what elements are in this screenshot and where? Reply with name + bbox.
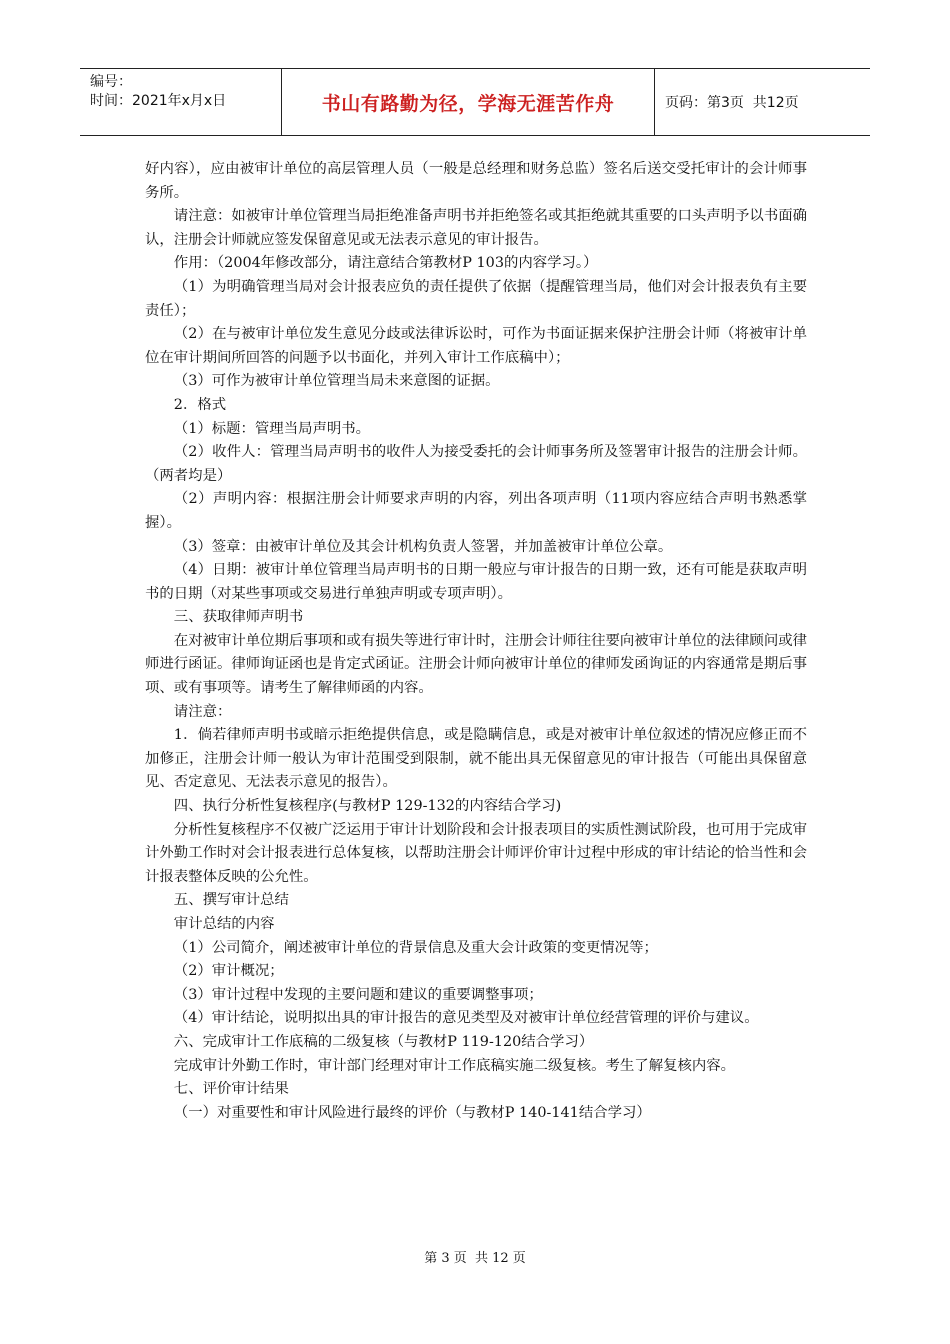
paragraph: （1）为明确管理当局对会计报表应负的责任提供了依据（提醒管理当局，他们对会计报表负有主要责任）；	[145, 278, 807, 319]
paragraph: 完成审计外勤工作时，审计部门经理对审计工作底稿实施二级复核。考生了解复核内容。	[173, 1057, 736, 1074]
paragraph: 请注意：如被审计单位管理当局拒绝准备声明书并拒绝签名或其拒绝就其重要的口头声明予以书面确认，注册会计师就应签发保留意见或无法表示意见的审计报告。	[145, 208, 807, 248]
section-heading: 三、获取律师声明书	[173, 609, 304, 626]
paragraph: 审计总结的内容	[173, 916, 275, 932]
document-body	[145, 158, 807, 1125]
paragraph: （3）可作为被审计单位管理当局未来意图的证据。	[173, 373, 500, 390]
header-meta	[80, 69, 282, 135]
paragraph: （2）审计概况；	[173, 963, 284, 980]
paragraph: 1．倘若律师声明书或暗示拒绝提供信息，或是隐瞒信息，或是对被审计单位叙述的情况应修正而不加修正，注册会计师一般认为审计范围受到限制，就不能出具无保留意见的审计报告（可能出具保留意见、否定意见、无法表示意见的报告）。	[145, 727, 807, 791]
page-footer: 第 3 页 共 12 页	[424, 1251, 526, 1266]
document-date: 时间：2021年x月x日	[90, 93, 227, 109]
paragraph: （3）审计过程中发现的主要问题和建议的重要调整事项；	[173, 986, 543, 1003]
paragraph: （4）日期：被审计单位管理当局声明书的日期一般应与审计报告的日期一致，还有可能是获取声明书的日期（对某些事项或交易进行单独声明或专项声明）。	[145, 562, 807, 602]
paragraph: 作用：（2004年修改部分，请注意结合第教材P 103的内容学习。）	[173, 255, 598, 272]
section-heading: 四、执行分析性复核程序(与教材P 129-132的内容结合学习)	[173, 798, 562, 815]
paragraph: 分析性复核程序不仅被广泛运用于审计计划阶段和会计报表项目的实质性测试阶段，也可用于完成审计外勤工作时对会计报表进行总体复核，以帮助注册会计师评价审计过程中形成的审计结论的恰当性和会计报表整体反映的公允性。	[145, 821, 807, 885]
paragraph: （2）收件人：管理当局声明书的收件人为接受委托的会计师事务所及签署审计报告的注册会计师。（两者均是）	[145, 444, 807, 484]
page-header	[80, 68, 870, 136]
document-number-label: 编号：	[90, 74, 132, 90]
paragraph: （4）审计结论，说明拟出具的审计报告的意见类型及对被审计单位经营管理的评价与建议。	[173, 1010, 759, 1027]
paragraph: 好内容），应由被审计单位的高层管理人员（一般是总经理和财务总监）签名后送交受托审计的会计师事务所。	[145, 161, 807, 201]
section-heading: 六、完成审计工作底稿的二级复核（与教材P 119-120结合学习）	[173, 1033, 594, 1050]
section-heading: 七、评价审计结果	[173, 1081, 289, 1098]
paragraph: （一）对重要性和审计风险进行最终的评价（与教材P 140-141结合学习）	[173, 1104, 651, 1121]
paragraph: （3）签章：由被审计单位及其会计机构负责人签署，并加盖被审计单位公章。	[173, 538, 673, 555]
paragraph: （2）在与被审计单位发生意见分歧或法律诉讼时，可作为书面证据来保护注册会计师（将被审计单位在审计期间所回答的问题予以书面化，并列入审计工作底稿中）；	[145, 326, 807, 366]
paragraph: （1）公司简介，阐述被审计单位的背景信息及重大会计政策的变更情况等；	[173, 939, 658, 956]
section-heading: 五、撰写审计总结	[173, 892, 289, 909]
header-motto: 书山有路勤为径，学海无涯苦作舟	[282, 69, 655, 135]
section-heading: 2．格式	[173, 396, 227, 413]
header-page-info: 页码：第3页 共12页	[665, 95, 799, 111]
paragraph: （2）声明内容：根据注册会计师要求声明的内容，列出各项声明（11项内容应结合声明书熟悉掌握）。	[145, 491, 807, 531]
paragraph: 在对被审计单位期后事项和或有损失等进行审计时，注册会计师往往要向被审计单位的法律顾问或律师进行函证。律师询证函也是肯定式函证。注册会计师向被审计单位的律师发函询证的内容通常是期后事项、或有事项等。请考生了解律师函的内容。	[145, 632, 807, 697]
paragraph: 请注意：	[173, 703, 232, 720]
paragraph: （1）标题：管理当局声明书。	[173, 420, 371, 437]
